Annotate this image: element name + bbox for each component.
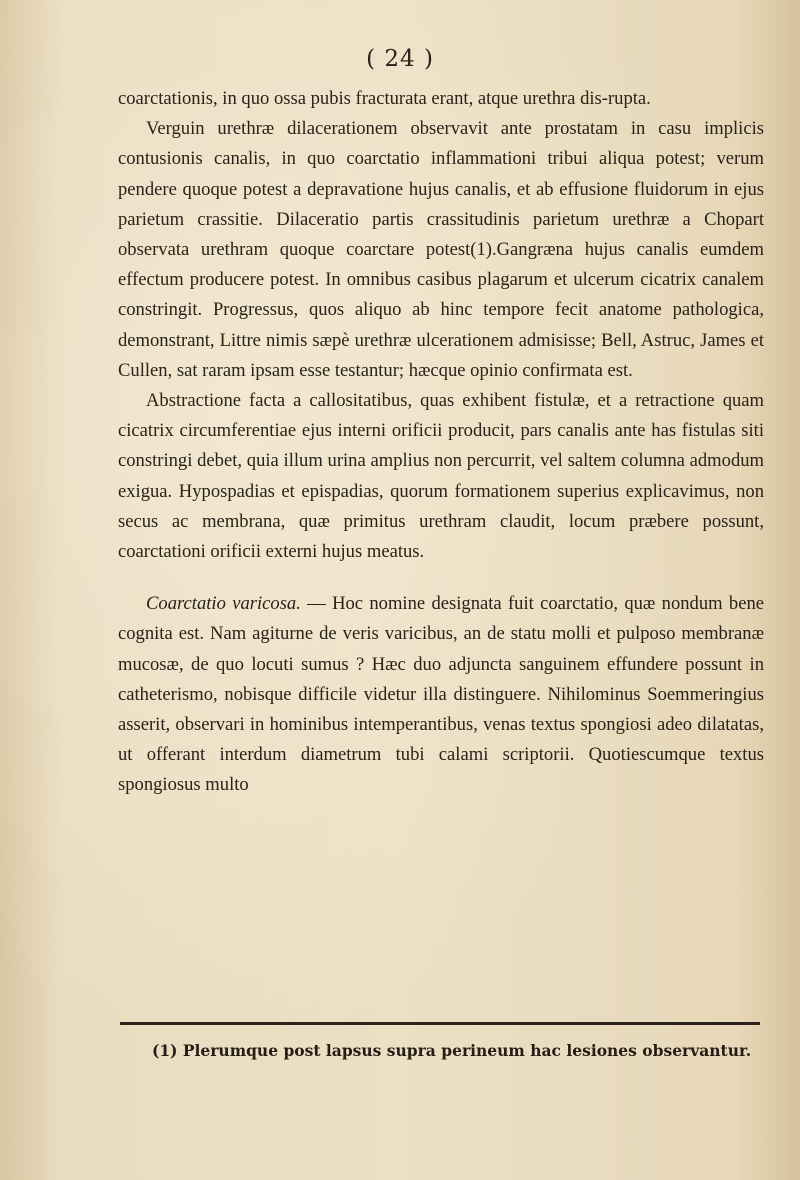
page-number: ( 24 ) bbox=[366, 46, 434, 72]
paragraph-2: Verguin urethræ dilacerationem observavit ante prostatam in casu implicis contusionis canalis, in quo coarctatio inflammationi tribui aliqua potest; verum pendere quoque potest a depravatione hujus canalis, et ab effusione fluidorum in ejus parietum crassitie. Dilaceratio partis crassitudinis parietum urethræ a Chopart observata urethram quoque coarctare potest(1).Gangræna hujus canalis eumdem effectum producere potest. In omnibus casibus plagarum et ulcerum cicatrix canalem constringit. Progressus, quos aliquo ab hinc tempore fecit anatome pathologica, demonstrant, Littre nimis sæpè urethræ ulcerationem admisisse; Bell, Astruc, James et Cullen, sat raram ipsam esse testantur; hæcque opinio confirmata est. bbox=[118, 118, 764, 381]
main-text bbox=[118, 84, 764, 801]
footnote-rule bbox=[120, 1022, 760, 1025]
paragraph-4 bbox=[118, 589, 764, 800]
paragraph-3: Abstractione facta a callositatibus, quas exhibent fistulæ, et a retractione quam cicatrix circumferentiae ejus interni orificii producit, pars canalis ante has fistulas siti constringi debet, quia illum urina amplius non percurrit, vel saltem columna admodum exigua. Hypospadias et epispadias, quorum formationem superius explicavimus, non secus ac membrana, quæ primitus urethram claudit, locum præbere possunt, coarctationi orificii externi hujus meatus. bbox=[118, 390, 764, 563]
footnote: (1) Plerumque post lapsus supra perineum hac lesiones observantur. bbox=[152, 1041, 752, 1060]
section-heading: Coarctatio varicosa. bbox=[146, 593, 301, 615]
paragraph-4-text: — Hoc nomine designata fuit coarctatio, quæ nondum bene cognita est. Nam agiturne de veris varicibus, an de statu molli et pulposo membranæ mucosæ, de quo locuti sumus ? Hæc duo adjuncta sanguinem effundere possunt in catheterismo, nobisque difficile videtur illa distinguere. Nihilominus Soemmeringius asserit, observari in hominibus intemperantibus, venas textus spongiosi adeo dilatatas, ut offerant interdum diametrum tubi calami scriptorii. Quotiescumque textus spongiosus multo bbox=[118, 593, 764, 796]
paragraph-1: coarctationis, in quo ossa pubis fracturata erant, atque urethra dis-rupta. bbox=[118, 88, 651, 109]
